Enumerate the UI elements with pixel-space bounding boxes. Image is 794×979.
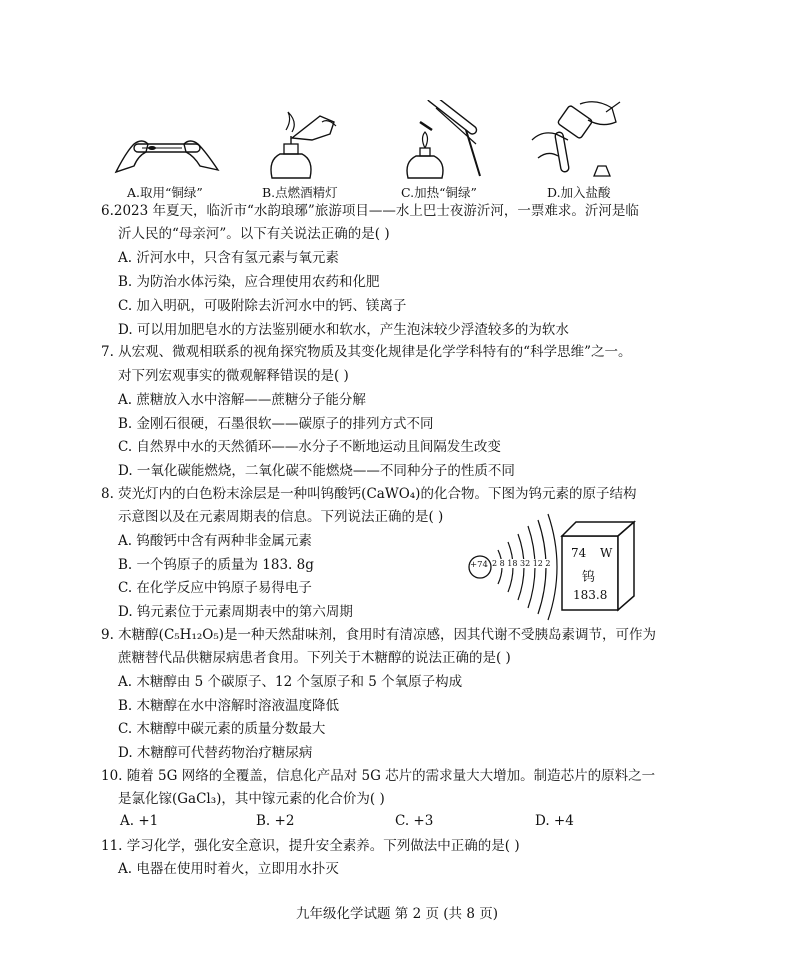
q7-option-d: D. 一氧化碳能燃烧，二氧化碳不能燃烧——不同种分子的性质不同	[118, 463, 515, 479]
q8-option-b: B. 一个钨原子的质量为 183. 8g	[118, 557, 314, 573]
q6-option-c: C. 加入明矾，可吸附除去沂河水中的钙、镁离子	[118, 298, 407, 314]
caption-b: B.点燃酒精灯	[262, 185, 338, 200]
element-mass: 183.8	[573, 588, 608, 602]
electron-shells: 2 8 18 32 12 2	[492, 559, 551, 568]
q9-option-b: B. 木糖醇在水中溶解时溶液温度降低	[118, 698, 340, 714]
q11-stem-line-1: 11. 学习化学，强化安全意识，提升安全素养。下列做法中正确的是( )	[101, 838, 520, 854]
nucleus-charge: +74	[470, 560, 488, 570]
q8-option-a: A. 钨酸钙中含有两种非金属元素	[118, 533, 312, 549]
q6-option-d: D. 可以用加肥皂水的方法鉴别硬水和软水，产生泡沫较少浮渣较多的为软水	[118, 322, 569, 338]
q6-option-a: A. 沂河水中，只含有氢元素与氧元素	[118, 250, 339, 266]
q6-option-b: B. 为防治水体污染，应合理使用农药和化肥	[118, 274, 380, 290]
page-footer: 九年级化学试题 第 2 页 (共 8 页)	[296, 906, 498, 922]
caption-c: C.加热“铜绿”	[401, 185, 477, 200]
element-symbol: W	[600, 546, 613, 560]
q9-option-a: A. 木糖醇由 5 个碳原子、12 个氢原子和 5 个氧原子构成	[118, 674, 463, 690]
take-copper-green-figure	[112, 122, 222, 180]
q9-option-d: D. 木糖醇可代替药物治疗糖尿病	[118, 745, 313, 761]
q7-option-b: B. 金刚石很硬，石墨很软——碳原子的排列方式不同	[118, 416, 434, 432]
q8-option-d: D. 钨元素位于元素周期表中的第六周期	[118, 604, 353, 620]
q7-stem-line-1: 7. 从宏观、微观相联系的视角探究物质及其变化规律是化学学科特有的“科学思维”之一。	[101, 344, 632, 360]
q11-option-a: A. 电器在使用时着火，立即用水扑灭	[118, 861, 339, 877]
caption-d: D.加入盐酸	[547, 185, 611, 200]
q8-option-c: C. 在化学反应中钨原子易得电子	[118, 580, 312, 596]
q10-option-d: D. +4	[535, 813, 574, 829]
element-atomic-number: 74	[571, 546, 587, 560]
q10-option-a: A. +1	[120, 813, 159, 829]
q7-stem-line-2: 对下列宏观事实的微观解释错误的是( )	[118, 368, 349, 384]
heat-copper-green-figure	[396, 100, 488, 184]
element-name: 钨	[582, 570, 596, 585]
q8-stem-line-2: 示意图以及在元素周期表的信息。下列说法正确的是( )	[118, 509, 444, 525]
q10-stem-line-1: 10. 随着 5G 网络的全覆盖，信息化产品对 5G 芯片的需求量大大增加。制造芯片的原料之一	[101, 768, 656, 784]
q6-stem-line-2: 沂人民的“母亲河”。以下有关说法正确的是( )	[118, 226, 390, 242]
q8-stem-line-1: 8. 荧光灯内的白色粉末涂层是一种叫钨酸钙(CaWO₄)的化合物。下图为钨元素的原子结构	[101, 486, 637, 502]
q10-stem-line-2: 是氯化镓(GaCl₃)，其中镓元素的化合价为( )	[118, 791, 385, 807]
q9-stem-line-1: 9. 木糖醇(C₅H₁₂O₅)是一种天然甜味剂，食用时有清凉感，因其代谢不受胰岛素调节，可作为	[101, 627, 657, 643]
q10-option-c: C. +3	[395, 813, 434, 829]
q9-option-c: C. 木糖醇中碳元素的质量分数最大	[118, 721, 326, 737]
caption-a: A.取用“铜绿”	[127, 185, 203, 200]
q7-option-c: C. 自然界中水的天然循环——水分子不断地运动且间隔发生改变	[118, 439, 501, 455]
q7-option-a: A. 蔗糖放入水中溶解——蔗糖分子能分解	[118, 392, 366, 408]
add-hydrochloric-acid-figure	[528, 98, 624, 184]
light-alcohol-lamp-figure	[262, 108, 342, 184]
q10-option-b: B. +2	[256, 813, 295, 829]
q9-stem-line-2: 蔗糖替代品供糖尿病患者食用。下列关于木糖醇的说法正确的是( )	[118, 650, 511, 666]
q6-stem-line-1: 6.2023 年夏天，临沂市“水韵琅琊”旅游项目——水上巴士夜游沂河，一票难求。沂河是临	[101, 203, 639, 219]
